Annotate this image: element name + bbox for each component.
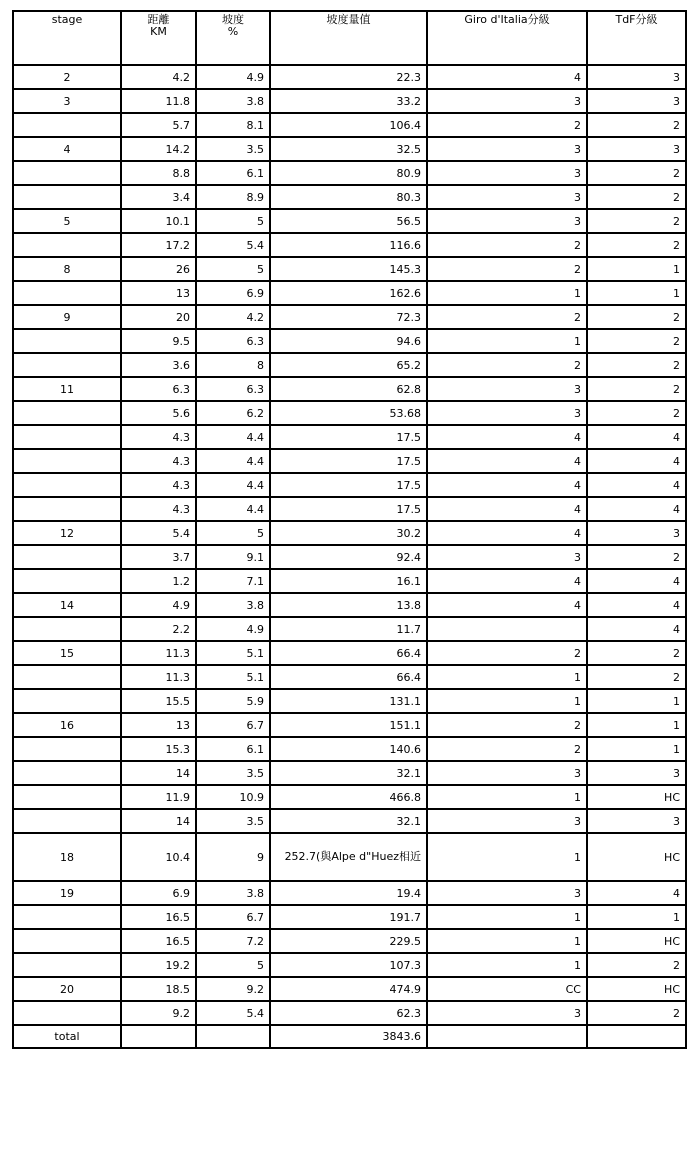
header-gradient: 坡度 % bbox=[196, 11, 270, 65]
table-row bbox=[13, 785, 686, 809]
gradient-cell: 5.9 bbox=[196, 689, 270, 713]
table-row bbox=[13, 689, 686, 713]
gradient-value-cell: 62.8 bbox=[270, 377, 427, 401]
giro-category-cell: 4 bbox=[427, 425, 587, 449]
giro-category-cell: 1 bbox=[427, 905, 587, 929]
gradient-cell: 4.9 bbox=[196, 65, 270, 89]
table-row bbox=[13, 209, 686, 233]
giro-category-cell: 1 bbox=[427, 665, 587, 689]
stage-cell bbox=[13, 809, 121, 833]
gradient-cell: 8 bbox=[196, 353, 270, 377]
gradient-value-cell: 116.6 bbox=[270, 233, 427, 257]
header-stage: stage bbox=[13, 11, 121, 65]
table-row bbox=[13, 113, 686, 137]
tdf-category-cell: 4 bbox=[587, 425, 686, 449]
header-row bbox=[13, 11, 686, 65]
distance-cell: 4.3 bbox=[121, 497, 196, 521]
giro-category-cell: 3 bbox=[427, 401, 587, 425]
gradient-value-cell: 474.9 bbox=[270, 977, 427, 1001]
stage-cell: 4 bbox=[13, 137, 121, 161]
stage-cell bbox=[13, 617, 121, 641]
tdf-category-cell: 1 bbox=[587, 689, 686, 713]
tdf-category-cell: 2 bbox=[587, 665, 686, 689]
gradient-value-cell: 107.3 bbox=[270, 953, 427, 977]
stage-cell bbox=[13, 497, 121, 521]
table-row bbox=[13, 305, 686, 329]
tdf-category-cell: 2 bbox=[587, 953, 686, 977]
distance-cell: 15.3 bbox=[121, 737, 196, 761]
gradient-cell: 5 bbox=[196, 953, 270, 977]
table-row bbox=[13, 257, 686, 281]
giro-category-cell: 2 bbox=[427, 713, 587, 737]
gradient-value-cell: 162.6 bbox=[270, 281, 427, 305]
total-label: total bbox=[13, 1025, 121, 1048]
tdf-category-cell: 4 bbox=[587, 617, 686, 641]
tdf-category-cell: 2 bbox=[587, 377, 686, 401]
distance-cell: 17.2 bbox=[121, 233, 196, 257]
giro-category-cell: 3 bbox=[427, 809, 587, 833]
giro-category-cell: 3 bbox=[427, 377, 587, 401]
stage-cell bbox=[13, 545, 121, 569]
giro-category-cell: 3 bbox=[427, 161, 587, 185]
giro-category-cell: 3 bbox=[427, 185, 587, 209]
header-tdf-category: TdF分級 bbox=[587, 11, 686, 65]
table-row bbox=[13, 185, 686, 209]
gradient-value-cell: 80.9 bbox=[270, 161, 427, 185]
table-row bbox=[13, 281, 686, 305]
table-row bbox=[13, 233, 686, 257]
stage-cell bbox=[13, 329, 121, 353]
distance-cell: 19.2 bbox=[121, 953, 196, 977]
tdf-category-cell: HC bbox=[587, 977, 686, 1001]
giro-category-cell: 3 bbox=[427, 881, 587, 905]
gradient-cell: 5.1 bbox=[196, 641, 270, 665]
table-row bbox=[13, 521, 686, 545]
gradient-value-cell: 32.1 bbox=[270, 809, 427, 833]
gradient-cell: 8.9 bbox=[196, 185, 270, 209]
gradient-value-cell: 17.5 bbox=[270, 473, 427, 497]
header-distance: 距離 KM bbox=[121, 11, 196, 65]
tdf-category-cell: 2 bbox=[587, 401, 686, 425]
total-row bbox=[13, 1025, 686, 1048]
stage-cell bbox=[13, 1001, 121, 1025]
distance-cell: 16.5 bbox=[121, 929, 196, 953]
distance-cell: 5.4 bbox=[121, 521, 196, 545]
tdf-category-cell: 1 bbox=[587, 281, 686, 305]
gradient-value-cell: 22.3 bbox=[270, 65, 427, 89]
distance-cell: 9.5 bbox=[121, 329, 196, 353]
stage-cell bbox=[13, 665, 121, 689]
stage-cell bbox=[13, 185, 121, 209]
tdf-category-cell: HC bbox=[587, 785, 686, 809]
gradient-cell: 3.5 bbox=[196, 761, 270, 785]
gradient-value-cell: 13.8 bbox=[270, 593, 427, 617]
giro-category-cell: 4 bbox=[427, 593, 587, 617]
gradient-value-cell: 19.4 bbox=[270, 881, 427, 905]
distance-cell: 11.8 bbox=[121, 89, 196, 113]
distance-cell: 4.2 bbox=[121, 65, 196, 89]
gradient-cell: 3.8 bbox=[196, 89, 270, 113]
giro-category-cell: 1 bbox=[427, 785, 587, 809]
gradient-value-cell: 80.3 bbox=[270, 185, 427, 209]
tdf-category-cell: 4 bbox=[587, 569, 686, 593]
giro-category-cell bbox=[427, 617, 587, 641]
tdf-category-cell: 3 bbox=[587, 137, 686, 161]
distance-cell: 6.9 bbox=[121, 881, 196, 905]
giro-category-cell: 1 bbox=[427, 329, 587, 353]
gradient-cell: 3.8 bbox=[196, 593, 270, 617]
giro-category-cell: CC bbox=[427, 977, 587, 1001]
distance-cell: 15.5 bbox=[121, 689, 196, 713]
gradient-cell: 5 bbox=[196, 521, 270, 545]
stage-cell: 14 bbox=[13, 593, 121, 617]
table-row bbox=[13, 905, 686, 929]
table-row bbox=[13, 377, 686, 401]
stage-cell bbox=[13, 161, 121, 185]
gradient-value-cell: 56.5 bbox=[270, 209, 427, 233]
table-row bbox=[13, 545, 686, 569]
giro-category-cell: 2 bbox=[427, 641, 587, 665]
distance-cell: 16.5 bbox=[121, 905, 196, 929]
giro-category-cell: 4 bbox=[427, 449, 587, 473]
gradient-value-cell: 11.7 bbox=[270, 617, 427, 641]
tdf-category-cell: 2 bbox=[587, 233, 686, 257]
gradient-cell: 7.1 bbox=[196, 569, 270, 593]
gradient-value-cell: 252.7(與Alpe d"Huez相近 bbox=[270, 833, 427, 881]
header-gradient-value: 坡度量值 bbox=[270, 11, 427, 65]
gradient-cell: 5 bbox=[196, 257, 270, 281]
giro-category-cell: 3 bbox=[427, 545, 587, 569]
giro-category-cell: 4 bbox=[427, 569, 587, 593]
giro-category-cell: 2 bbox=[427, 233, 587, 257]
tdf-category-cell: 4 bbox=[587, 881, 686, 905]
gradient-cell: 6.3 bbox=[196, 329, 270, 353]
stage-cell: 20 bbox=[13, 977, 121, 1001]
table-row bbox=[13, 497, 686, 521]
tdf-category-cell: 1 bbox=[587, 257, 686, 281]
gradient-value-cell: 151.1 bbox=[270, 713, 427, 737]
gradient-value-cell: 140.6 bbox=[270, 737, 427, 761]
gradient-cell: 4.4 bbox=[196, 425, 270, 449]
gradient-cell: 4.2 bbox=[196, 305, 270, 329]
giro-category-cell: 2 bbox=[427, 737, 587, 761]
table-row bbox=[13, 617, 686, 641]
stage-cell bbox=[13, 905, 121, 929]
giro-category-cell: 2 bbox=[427, 257, 587, 281]
distance-cell: 4.9 bbox=[121, 593, 196, 617]
distance-cell: 14 bbox=[121, 809, 196, 833]
table-row bbox=[13, 1001, 686, 1025]
gradient-value-cell: 17.5 bbox=[270, 497, 427, 521]
tdf-category-cell: 2 bbox=[587, 113, 686, 137]
table-row bbox=[13, 401, 686, 425]
tdf-category-cell: 2 bbox=[587, 305, 686, 329]
stage-cell bbox=[13, 569, 121, 593]
gradient-cell: 6.7 bbox=[196, 713, 270, 737]
tdf-category-cell: 2 bbox=[587, 641, 686, 665]
gradient-value-cell: 17.5 bbox=[270, 449, 427, 473]
giro-category-cell: 1 bbox=[427, 689, 587, 713]
gradient-value-cell: 62.3 bbox=[270, 1001, 427, 1025]
giro-category-cell: 3 bbox=[427, 137, 587, 161]
table-row bbox=[13, 833, 686, 881]
gradient-cell: 4.9 bbox=[196, 617, 270, 641]
table-row bbox=[13, 353, 686, 377]
table-row bbox=[13, 425, 686, 449]
table-row bbox=[13, 737, 686, 761]
giro-category-cell: 2 bbox=[427, 113, 587, 137]
gradient-cell: 4.4 bbox=[196, 497, 270, 521]
total-gradient bbox=[196, 1025, 270, 1048]
table-row bbox=[13, 161, 686, 185]
stage-cell bbox=[13, 689, 121, 713]
tdf-category-cell: 1 bbox=[587, 713, 686, 737]
stage-cell: 3 bbox=[13, 89, 121, 113]
giro-category-cell: 4 bbox=[427, 473, 587, 497]
stage-cell bbox=[13, 929, 121, 953]
distance-cell: 3.6 bbox=[121, 353, 196, 377]
tdf-category-cell: 3 bbox=[587, 65, 686, 89]
gradient-cell: 3.8 bbox=[196, 881, 270, 905]
gradient-cell: 5.1 bbox=[196, 665, 270, 689]
gradient-cell: 6.7 bbox=[196, 905, 270, 929]
table-row bbox=[13, 881, 686, 905]
distance-cell: 8.8 bbox=[121, 161, 196, 185]
stage-cell bbox=[13, 449, 121, 473]
distance-cell: 4.3 bbox=[121, 473, 196, 497]
tdf-category-cell: 3 bbox=[587, 89, 686, 113]
stage-cell: 19 bbox=[13, 881, 121, 905]
gradient-value-cell: 191.7 bbox=[270, 905, 427, 929]
table-body bbox=[13, 65, 686, 1048]
table-row bbox=[13, 713, 686, 737]
distance-cell: 2.2 bbox=[121, 617, 196, 641]
gradient-value-cell: 17.5 bbox=[270, 425, 427, 449]
table-row bbox=[13, 929, 686, 953]
tdf-category-cell: 4 bbox=[587, 473, 686, 497]
giro-category-cell: 3 bbox=[427, 761, 587, 785]
giro-category-cell: 1 bbox=[427, 953, 587, 977]
climbs-table bbox=[12, 10, 687, 1049]
gradient-value-cell: 16.1 bbox=[270, 569, 427, 593]
stage-cell: 18 bbox=[13, 833, 121, 881]
stage-cell: 11 bbox=[13, 377, 121, 401]
distance-cell: 3.4 bbox=[121, 185, 196, 209]
tdf-category-cell: 2 bbox=[587, 1001, 686, 1025]
giro-category-cell: 3 bbox=[427, 1001, 587, 1025]
tdf-category-cell: 3 bbox=[587, 761, 686, 785]
gradient-value-cell: 94.6 bbox=[270, 329, 427, 353]
distance-cell: 9.2 bbox=[121, 1001, 196, 1025]
gradient-value-cell: 66.4 bbox=[270, 665, 427, 689]
distance-cell: 20 bbox=[121, 305, 196, 329]
table-row bbox=[13, 809, 686, 833]
stage-cell bbox=[13, 425, 121, 449]
gradient-value-cell: 131.1 bbox=[270, 689, 427, 713]
distance-cell: 26 bbox=[121, 257, 196, 281]
stage-cell bbox=[13, 233, 121, 257]
tdf-category-cell: 4 bbox=[587, 497, 686, 521]
distance-cell: 3.7 bbox=[121, 545, 196, 569]
distance-cell: 5.7 bbox=[121, 113, 196, 137]
gradient-value-cell: 145.3 bbox=[270, 257, 427, 281]
table-row bbox=[13, 593, 686, 617]
stage-cell bbox=[13, 401, 121, 425]
gradient-cell: 6.9 bbox=[196, 281, 270, 305]
gradient-value-cell: 30.2 bbox=[270, 521, 427, 545]
gradient-value-cell: 65.2 bbox=[270, 353, 427, 377]
stage-cell bbox=[13, 761, 121, 785]
giro-category-cell: 2 bbox=[427, 353, 587, 377]
tdf-category-cell: 1 bbox=[587, 905, 686, 929]
tdf-category-cell: 3 bbox=[587, 809, 686, 833]
giro-category-cell: 3 bbox=[427, 89, 587, 113]
table-row bbox=[13, 761, 686, 785]
gradient-cell: 8.1 bbox=[196, 113, 270, 137]
distance-cell: 14 bbox=[121, 761, 196, 785]
gradient-cell: 5.4 bbox=[196, 1001, 270, 1025]
gradient-cell: 10.9 bbox=[196, 785, 270, 809]
stage-cell bbox=[13, 281, 121, 305]
gradient-cell: 7.2 bbox=[196, 929, 270, 953]
tdf-category-cell: 4 bbox=[587, 593, 686, 617]
gradient-cell: 6.2 bbox=[196, 401, 270, 425]
giro-category-cell: 2 bbox=[427, 305, 587, 329]
stage-cell bbox=[13, 353, 121, 377]
giro-category-cell: 4 bbox=[427, 521, 587, 545]
giro-category-cell: 4 bbox=[427, 497, 587, 521]
giro-category-cell: 1 bbox=[427, 833, 587, 881]
table-row bbox=[13, 977, 686, 1001]
table-row bbox=[13, 641, 686, 665]
distance-cell: 5.6 bbox=[121, 401, 196, 425]
tdf-category-cell: 4 bbox=[587, 449, 686, 473]
distance-cell: 4.3 bbox=[121, 449, 196, 473]
gradient-value-cell: 33.2 bbox=[270, 89, 427, 113]
stage-cell bbox=[13, 953, 121, 977]
distance-cell: 1.2 bbox=[121, 569, 196, 593]
table-row bbox=[13, 329, 686, 353]
stage-cell bbox=[13, 113, 121, 137]
table-row bbox=[13, 65, 686, 89]
giro-category-cell: 1 bbox=[427, 929, 587, 953]
stage-cell bbox=[13, 737, 121, 761]
giro-category-cell: 1 bbox=[427, 281, 587, 305]
tdf-category-cell: 2 bbox=[587, 329, 686, 353]
table-row bbox=[13, 89, 686, 113]
stage-cell: 16 bbox=[13, 713, 121, 737]
gradient-value-cell: 32.1 bbox=[270, 761, 427, 785]
gradient-value-cell: 92.4 bbox=[270, 545, 427, 569]
gradient-value-cell: 66.4 bbox=[270, 641, 427, 665]
table-row bbox=[13, 473, 686, 497]
gradient-value-cell: 106.4 bbox=[270, 113, 427, 137]
distance-cell: 10.4 bbox=[121, 833, 196, 881]
stage-cell: 8 bbox=[13, 257, 121, 281]
tdf-category-cell: HC bbox=[587, 833, 686, 881]
stage-cell: 9 bbox=[13, 305, 121, 329]
stage-cell: 12 bbox=[13, 521, 121, 545]
tdf-category-cell: 2 bbox=[587, 353, 686, 377]
stage-cell bbox=[13, 785, 121, 809]
tdf-category-cell: 3 bbox=[587, 521, 686, 545]
stage-cell: 2 bbox=[13, 65, 121, 89]
gradient-cell: 3.5 bbox=[196, 809, 270, 833]
gradient-cell: 3.5 bbox=[196, 137, 270, 161]
distance-cell: 13 bbox=[121, 713, 196, 737]
stage-cell bbox=[13, 473, 121, 497]
stage-cell: 15 bbox=[13, 641, 121, 665]
gradient-cell: 5 bbox=[196, 209, 270, 233]
total-tdf bbox=[587, 1025, 686, 1048]
distance-cell: 11.3 bbox=[121, 665, 196, 689]
gradient-cell: 9.1 bbox=[196, 545, 270, 569]
total-distance bbox=[121, 1025, 196, 1048]
tdf-category-cell: 2 bbox=[587, 185, 686, 209]
table-row bbox=[13, 137, 686, 161]
climbs-table-page bbox=[12, 10, 687, 1049]
total-giro bbox=[427, 1025, 587, 1048]
gradient-value-cell: 53.68 bbox=[270, 401, 427, 425]
distance-cell: 4.3 bbox=[121, 425, 196, 449]
gradient-cell: 6.1 bbox=[196, 161, 270, 185]
giro-category-cell: 4 bbox=[427, 65, 587, 89]
tdf-category-cell: 2 bbox=[587, 209, 686, 233]
total-gradient-value: 3843.6 bbox=[270, 1025, 427, 1048]
gradient-cell: 9 bbox=[196, 833, 270, 881]
tdf-category-cell: 2 bbox=[587, 161, 686, 185]
table-row bbox=[13, 569, 686, 593]
gradient-value-cell: 466.8 bbox=[270, 785, 427, 809]
gradient-value-cell: 229.5 bbox=[270, 929, 427, 953]
gradient-cell: 6.1 bbox=[196, 737, 270, 761]
gradient-value-cell: 32.5 bbox=[270, 137, 427, 161]
stage-cell: 5 bbox=[13, 209, 121, 233]
gradient-cell: 9.2 bbox=[196, 977, 270, 1001]
distance-cell: 11.9 bbox=[121, 785, 196, 809]
table-row bbox=[13, 953, 686, 977]
distance-cell: 18.5 bbox=[121, 977, 196, 1001]
header-giro-category: Giro d'Italia分級 bbox=[427, 11, 587, 65]
gradient-cell: 6.3 bbox=[196, 377, 270, 401]
gradient-cell: 4.4 bbox=[196, 473, 270, 497]
distance-cell: 10.1 bbox=[121, 209, 196, 233]
giro-category-cell: 3 bbox=[427, 209, 587, 233]
gradient-value-cell: 72.3 bbox=[270, 305, 427, 329]
tdf-category-cell: 2 bbox=[587, 545, 686, 569]
distance-cell: 6.3 bbox=[121, 377, 196, 401]
distance-cell: 14.2 bbox=[121, 137, 196, 161]
table-row bbox=[13, 449, 686, 473]
table-row bbox=[13, 665, 686, 689]
distance-cell: 11.3 bbox=[121, 641, 196, 665]
gradient-cell: 4.4 bbox=[196, 449, 270, 473]
tdf-category-cell: 1 bbox=[587, 737, 686, 761]
tdf-category-cell: HC bbox=[587, 929, 686, 953]
gradient-cell: 5.4 bbox=[196, 233, 270, 257]
distance-cell: 13 bbox=[121, 281, 196, 305]
